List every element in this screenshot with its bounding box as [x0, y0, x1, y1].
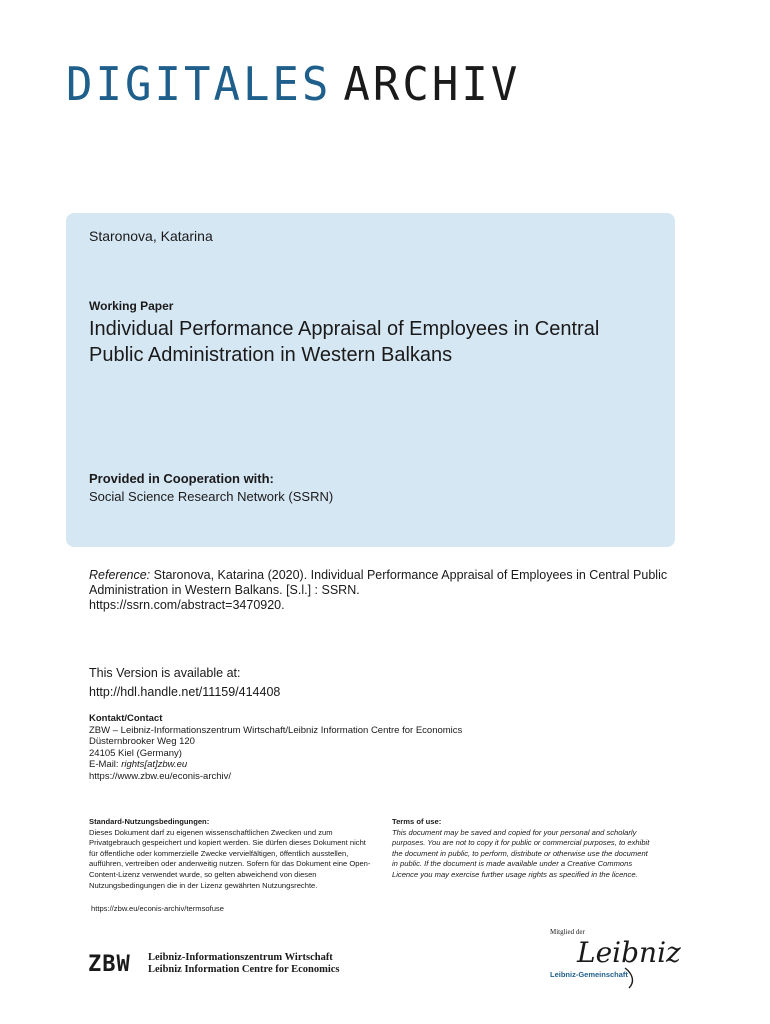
email-link[interactable]: rights[at]zbw.eu — [121, 759, 188, 770]
contact-email-row — [89, 759, 462, 771]
terms-english-heading: Terms of use: — [392, 817, 442, 826]
reference-url[interactable]: https://ssrn.com/abstract=3470920. — [89, 598, 285, 612]
contact-heading: Kontakt/Contact — [89, 713, 163, 724]
contact-line2: Düsternbrooker Weg 120 — [89, 736, 195, 747]
reference — [89, 568, 689, 613]
cooperation-label: Provided in Cooperation with: — [89, 471, 274, 486]
leibniz-gemeinschaft: Leibniz-Gemeinschaft — [550, 970, 628, 979]
cooperation-value: Social Science Research Network (SSRN) — [89, 489, 334, 504]
document-title: Individual Performance Appraisal of Employees in Central Public Administration in Western Balkans — [89, 318, 600, 366]
digitales-archiv-logo — [66, 58, 520, 113]
terms-german-heading: Standard-Nutzungsbedingungen: — [89, 817, 210, 826]
document-info-card — [66, 213, 675, 547]
leibniz-member-text: Mitglied der — [550, 928, 585, 936]
reference-label: Reference: — [89, 568, 151, 582]
leibniz-script-logo — [573, 928, 681, 990]
zbw-name-line2: Leibniz Information Centre for Economics — [148, 964, 340, 975]
zbw-mark: ZBW — [88, 952, 131, 977]
contact-web-link[interactable]: https://www.zbw.eu/econis-archiv/ — [89, 770, 232, 782]
contact-line1: ZBW – Leibniz-Informationszentrum Wirtschaft/Leibniz Information Centre for Economics — [89, 724, 463, 736]
document-type: Working Paper — [89, 299, 174, 313]
reference-text: Staronova, Katarina (2020). Individual Performance Appraisal of Employees in Central Public Administration in Western Balkans. [S.l.] : SSRN. — [89, 568, 668, 597]
terms-english-body: This document may be saved and copied for your personal and scholarly purposes. You are not to copy it for public or commercial purposes, to exhibit the document in public, to perform, distribute or otherwise use the document in public. If the document is made available under a Creative Commons Licence you may exercise further usage rights as specified in the licence. — [392, 827, 650, 879]
author: Staronova, Katarina — [89, 228, 213, 244]
zbw-name-line1: Leibniz-Informationszentrum Wirtschaft — [148, 952, 333, 963]
leibniz-logo — [548, 928, 681, 994]
terms-german — [89, 817, 371, 891]
terms-url[interactable]: https://zbw.eu/econis-archiv/termsofuse — [91, 904, 224, 913]
version-label: This Version is available at: — [89, 666, 241, 680]
contact-block — [89, 713, 462, 782]
leibniz-script-text: Leibniz — [577, 936, 681, 969]
zbw-name — [148, 952, 340, 976]
terms-german-body: Dieses Dokument darf zu eigenen wissenschaftlichen Zwecken und zum Privatgebrauch gespeichert und kopiert werden. Sie dürfen dieses Dokument nicht für öffentliche oder kommerzielle Zwecke vervielfältigen, öffentlich ausstellen, aufführen, vertreiben oder anderweitig nutzen. Sofern für das Dokument eine Open-Content-Lizenz verwendet wurde, so gelten abweichend von diesen Nutzungsbedingungen die in der Lizenz gewährten Nutzungsrechte. — [89, 827, 371, 890]
logo-word-archiv: ARCHIV — [343, 58, 521, 112]
version-url[interactable]: http://hdl.handle.net/11159/414408 — [89, 685, 281, 699]
contact-line3: 24105 Kiel (Germany) — [89, 747, 182, 759]
logo-word-digitales: DIGITALES — [66, 58, 332, 112]
version-info — [89, 664, 280, 702]
email-label: E-Mail: — [89, 759, 122, 770]
terms-english — [392, 817, 654, 881]
